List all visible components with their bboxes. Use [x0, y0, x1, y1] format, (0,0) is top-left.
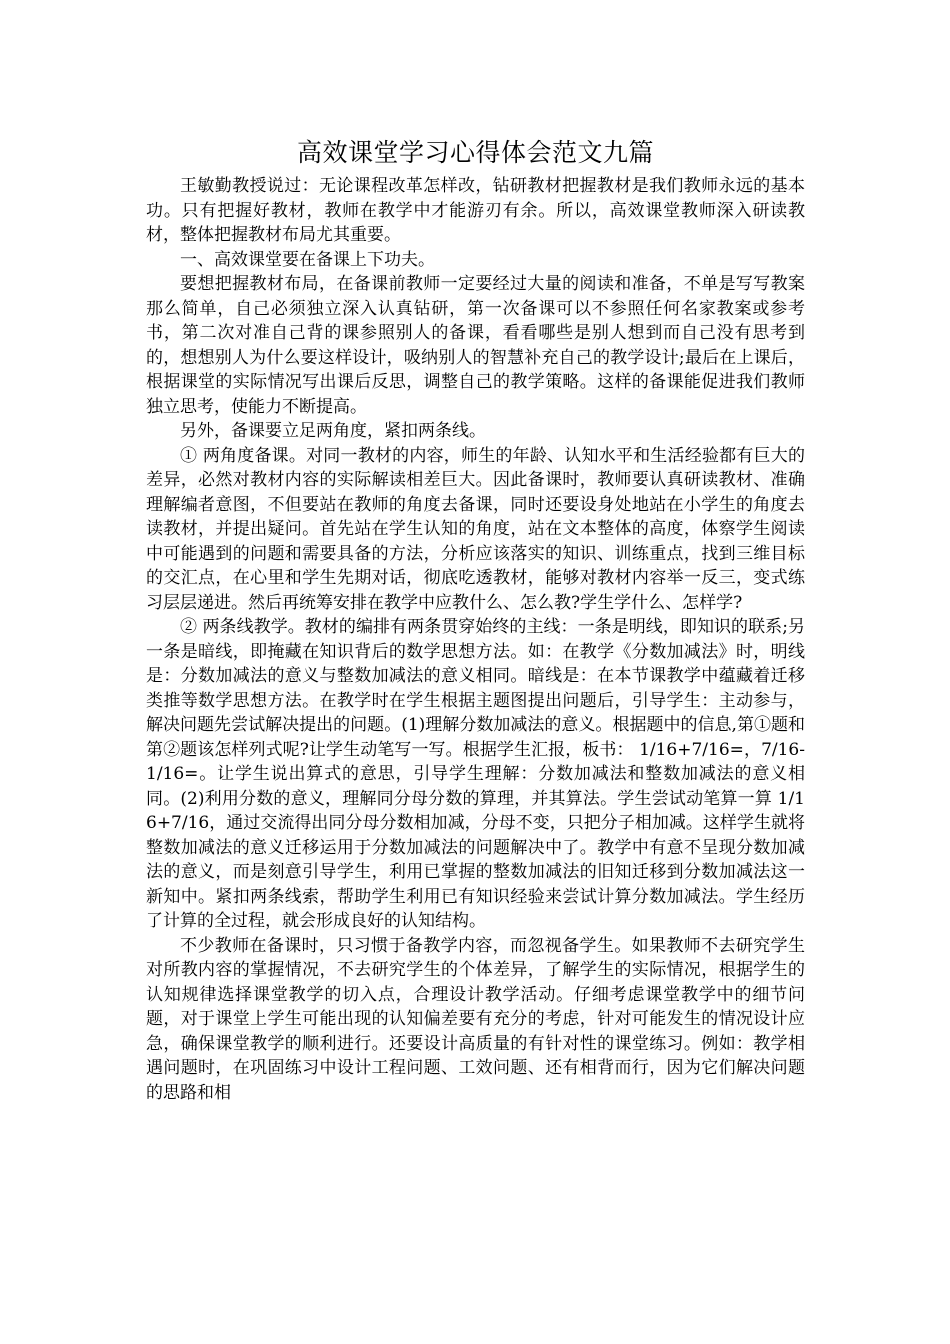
document-title: 高效课堂学习心得体会范文九篇 — [296, 138, 654, 167]
paragraph-two-lines: ② 两条线教学。教材的编排有两条贯穿始终的主线：一条是明线，即知识的联系;另一条是暗线，即掩藏在知识背后的数学思想方法。如：在教学《分数加减法》时，明线是：分数加减法的意义与整数加减法的意义相同。暗线是：在本节课教学中蕴藏着迁移类推等数学思想方法。在教学时在学生根据主题图提出问题后，引导学生：主动参与，解决问题先尝试解决提出的问题。(1)理解分数加减法的意义。根据题中的信息,第①题和第②题该怎样列式呢?让学生动笔写一写。根据学生汇报，板书： 1/16+7/16=，7/16-1/16=。让学生说出算式的意思，引导学生理解：分数加减法和整数加减法的意义相同。(2)利用分数的意义，理解同分母分数的算理，并其算法。学生尝试动笔算一算 1/16+7/16，通过交流得出同分母分数相加减，分母不变，只把分子相加减。这样学生就将整数加减法的意义迁移运用于分数加减法的问题解决中了。教学中有意不呈现分数加减法的意义，而是刻意引导学生，利用已掌握的整数加减法的旧知迁移到分数加减法这一新知中。紧扣两条线索，帮助学生利用已有知识经验来尝试计算分数加减法。学生经历了计算的全过程，就会形成良好的认知结构。 — [146, 617, 805, 931]
paragraph-two-angles: ① 两角度备课。对同一教材的内容，师生的年龄、认知水平和生活经验都有巨大的差异，必然对教材内容的实际解读相差巨大。因此备课时，教师要认真研读教材、准确理解编者意图，不但要站在教师的角度去备课，同时还要设身处地站在小学生的角度去读教材，并提出疑问。首先站在学生认知的角度，站在文本整体的高度，体察学生阅读中可能遇到的问题和需要具备的方法，分析应该落实的知识、训练重点，找到三维目标的交汇点，在心里和学生先期对话，彻底吃透教材，能够对教材内容举一反三，变式练习层层递进。然后再统筹安排在教学中应教什么、怎么教?学生学什么、怎样学? — [146, 445, 805, 613]
paragraph-section-heading: 一、高效课堂要在备课上下功夫。 — [180, 249, 435, 270]
paragraph-intro: 王敏勤教授说过：无论课程改革怎样改，钻研教材把握教材是我们教师永远的基本功。只有把握好教材，教师在教学中才能游刃有余。所以，高效课堂教师深入研读教材，整体把握教材布局尤其重要。 — [146, 176, 805, 245]
paragraph-know-students: 不少教师在备课时，只习惯于备教学内容，而忽视备学生。如果教师不去研究学生对所教内容的掌握情况，不去研究学生的个体差异，了解学生的实际情况，根据学生的认知规律选择课堂教学的切入点，合理设计教学活动。仔细考虑课堂教学中的细节问题，对于课堂上学生可能出现的认知偏差要有充分的考虑，针对可能发生的情况设计应急，确保课堂教学的顺利进行。还要设计高质量的有针对性的课堂练习。例如：教学相遇问题时，在巩固练习中设计工程问题、工效问题、还有相背而行，因为它们解决问题的思路和相 — [146, 935, 805, 1103]
document-page — [146, 136, 805, 1105]
paragraph-two-angles-intro: 另外，备课要立足两角度，紧扣两条线。 — [180, 421, 486, 441]
paragraph-lesson-prep: 要想把握教材布局，在备课前教师一定要经过大量的阅读和准备，不单是写写教案那么简单，自己必须独立深入认真钻研，第一次备课可以不参照任何名家教案或参考书，第二次对准自己背的课参照别人的备课，看看哪些是别人想到而自己没有思考到的，想想别人为什么要这样设计，吸纳别人的智慧补充自己的教学设计;最后在上课后，根据课堂的实际情况写出课后反思，调整自己的教学策略。这样的备课能促进我们教师独立思考，使能力不断提高。 — [146, 274, 805, 417]
